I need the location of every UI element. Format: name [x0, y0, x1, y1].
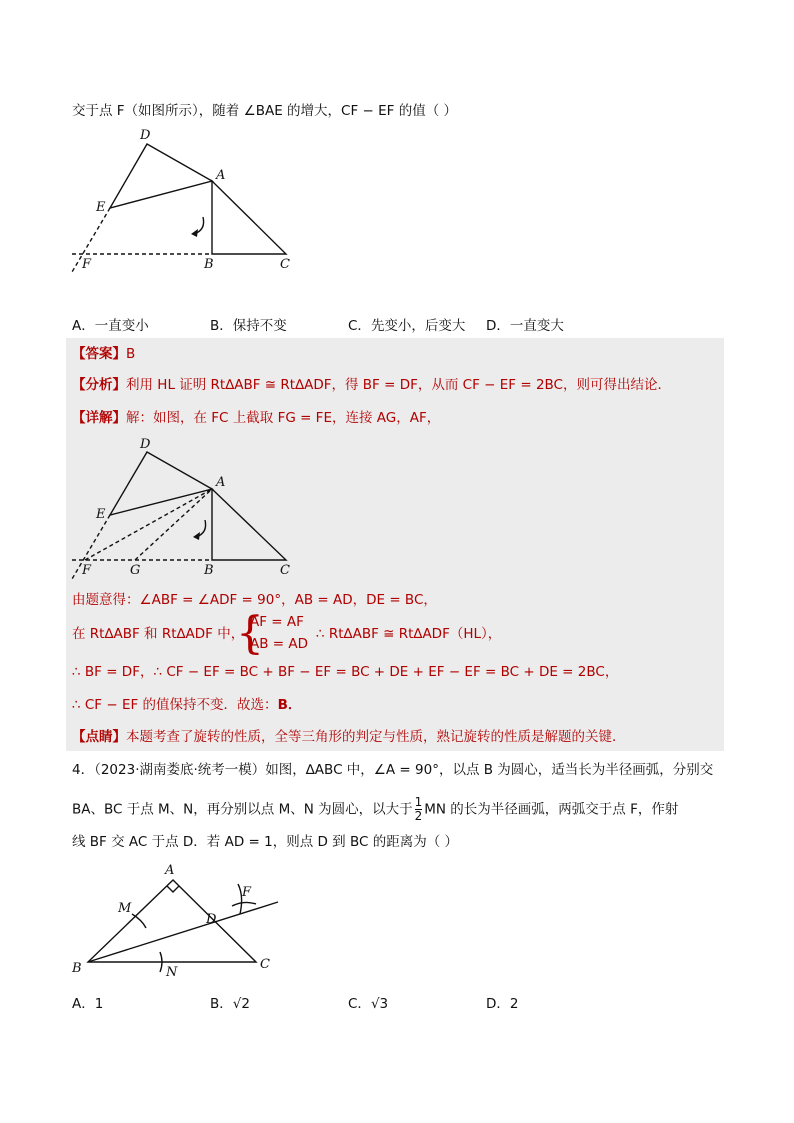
q4-label-b: B: [72, 961, 82, 976]
triangle-ade: [110, 144, 212, 208]
q4-ray-bf: [88, 902, 278, 962]
detail-text: 解：如图，在 FC 上截取 FG = FE，连接 AG，AF，: [126, 410, 441, 426]
right-angle-mark: [167, 886, 179, 892]
solution-line-4-answer: B．: [277, 697, 302, 713]
q4-label-f: F: [242, 885, 252, 900]
arc-f-2: [232, 902, 256, 906]
analysis-tag: 【分析】: [72, 377, 126, 393]
q4-label-a: A: [165, 863, 175, 878]
solution-line-4: [72, 695, 301, 715]
triangle-abc: [212, 181, 286, 254]
q3-stem-tail: 交于点 F（如图所示），随着 ∠BAE 的增大，CF − EF 的值（ ）: [72, 103, 457, 119]
solution-figure: [60, 432, 320, 582]
q4-option-b[interactable]: B．√2: [210, 996, 250, 1012]
sol-triangle-ade: [110, 452, 212, 515]
label-e: E: [96, 200, 106, 215]
sol-dashed-ag: [135, 489, 212, 560]
q4-label-m: M: [118, 901, 132, 916]
q4-line-2-a: BA、BC 于点 M、N，再分别以点 M、N 为圆心，以大于: [72, 801, 413, 818]
solution-line-4-text: ∴ CF − EF 的值保持不变．故选：: [72, 697, 278, 713]
answer-value: B: [126, 346, 136, 362]
fraction-half: $\frac{1}{2}$: [414, 795, 423, 823]
q3-option-a[interactable]: A．一直变小: [72, 318, 149, 334]
q3-option-c[interactable]: C．先变小，后变大: [348, 318, 466, 334]
label-c: C: [280, 257, 290, 272]
solution-line-3: ∴ BF = DF，∴ CF − EF = BC + BF − EF = BC + DE + EF − EF = BC + DE = 2BC，: [72, 664, 619, 680]
system-top: AF = AF: [250, 614, 304, 630]
comment-text: 本题考查了旋转的性质，全等三角形的判定与性质，熟记旋转的性质是解题的关键．: [126, 729, 626, 745]
q4-figure: [60, 856, 290, 986]
q3-option-d[interactable]: D．一直变大: [486, 318, 564, 334]
label-d: D: [140, 128, 151, 143]
q4-line-1: 4．（2023·湖南娄底·统考一模）如图，∆ABC 中，∠A = 90°，以点 B 为圆心，适当长为半径画弧，分别交: [72, 762, 714, 778]
sol-label-e: E: [96, 507, 106, 522]
sol-label-a: A: [216, 475, 226, 490]
sol-rotation-arrowhead: [193, 532, 200, 540]
answer-line: [72, 344, 135, 364]
q4-option-d[interactable]: D．2: [486, 996, 519, 1012]
sol-label-b: B: [204, 563, 214, 578]
q3-option-b[interactable]: B．保持不变: [210, 318, 287, 334]
label-f: F: [82, 257, 92, 272]
detail-tag: 【详解】: [72, 410, 126, 426]
sol-label-c: C: [280, 563, 290, 578]
solution-line-2-prefix: 在 Rt∆ABF 和 Rt∆ADF 中，: [72, 626, 245, 642]
sol-label-f: F: [82, 563, 92, 578]
q4-triangle-abc: [88, 880, 256, 962]
analysis-line: [72, 375, 671, 395]
sol-label-g: G: [130, 563, 141, 578]
analysis-text: 利用 HL 证明 Rt∆ABF ≅ Rt∆ADF，得 BF = DF，从而 CF − EF = 2BC，则可得出结论．: [126, 377, 671, 393]
label-a: A: [216, 168, 226, 183]
solution-line-1: 由题意得：∠ABF = ∠ADF = 90°，AB = AD，DE = BC，: [72, 592, 437, 608]
q4-option-a[interactable]: A．1: [72, 996, 104, 1012]
sol-triangle-abc: [212, 489, 286, 560]
q4-label-n: N: [166, 965, 178, 980]
q4-label-d: D: [206, 912, 217, 927]
q3-figure: [60, 122, 320, 272]
system-bottom: AB = AD: [250, 636, 309, 652]
q4-option-c[interactable]: C．√3: [348, 996, 389, 1012]
answer-tag: 【答案】: [72, 346, 126, 362]
comment-tag: 【点睛】: [72, 729, 126, 745]
label-b: B: [204, 257, 214, 272]
q4-line-2-b: MN 的长为半径画弧，两弧交于点 F，作射: [424, 801, 679, 818]
comment-line: [72, 727, 626, 747]
detail-line: [72, 408, 440, 428]
q4-label-c: C: [260, 957, 270, 972]
sol-label-d: D: [140, 437, 151, 452]
rotation-arrowhead: [191, 229, 198, 237]
solution-line-2-suffix: ∴ Rt∆ABF ≅ Rt∆ADF（HL），: [316, 626, 502, 642]
q4-line-3: 线 BF 交 AC 于点 D．若 AD = 1，则点 D 到 BC 的距离为（ ）: [72, 834, 459, 850]
q4-line-2: [72, 796, 678, 823]
system-brace: {: [236, 608, 264, 659]
sol-dashed-af: [85, 489, 212, 560]
arc-m: [132, 914, 146, 928]
